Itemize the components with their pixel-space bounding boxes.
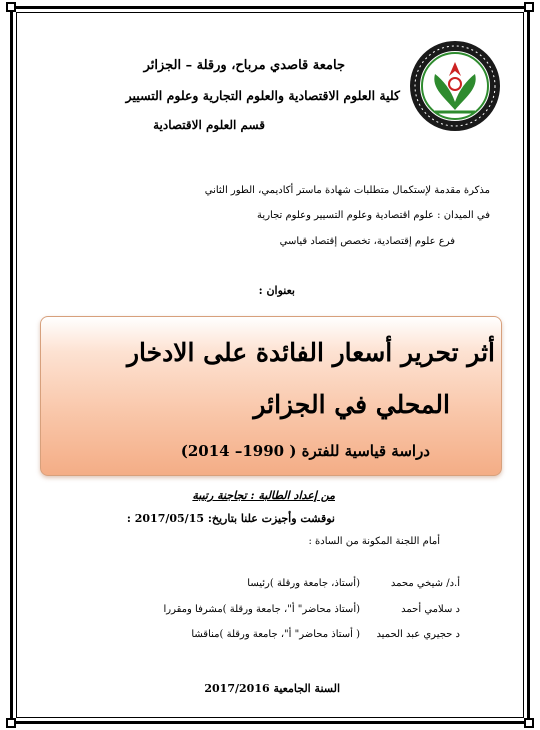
thesis-title-line-1: أثر تحرير أسعار الفائدة على الادخار xyxy=(126,338,495,367)
corner-ornament xyxy=(6,718,16,728)
committee-member-name: د حجيري عبد الحميد xyxy=(376,629,460,640)
university-emblem-icon xyxy=(405,40,505,132)
committee-intro: أمام اللجنة المكونة من السادة : xyxy=(308,536,440,547)
committee-member-name: أ.د/ شيخي محمد xyxy=(390,578,460,589)
memo-field: في الميدان : علوم اقتصادية وعلوم التسيير وعلوم تجارية xyxy=(257,210,490,221)
title-label: بعنوان : xyxy=(258,284,295,297)
prepared-by: من إعداد الطالبة : تجاجنة رتيبة xyxy=(192,489,335,502)
university-name: جامعة قاصدي مرباح، ورقلة – الجزائر xyxy=(143,58,345,73)
committee-member-name: د سلامي أحمد xyxy=(401,604,460,615)
committee-member-role: (أستاذ محاضر" أ"، جامعة ورقلة )مشرفا ومقررا xyxy=(163,604,360,615)
committee-member-role: ( أستاذ محاضر" أ"، جامعة ورقلة )مناقشا xyxy=(191,629,360,640)
memo-branch: فرع علوم إقتصادية، تخصص إقتصاد قياسي xyxy=(279,236,455,247)
academic-year: السنة الجامعية 2017/2016 xyxy=(204,682,340,695)
committee-member-role: (أستاذ، جامعة ورقلة )رئيسا xyxy=(247,578,360,589)
corner-ornament xyxy=(524,2,534,12)
corner-ornament xyxy=(6,2,16,12)
thesis-subtitle: دراسة قياسية للفترة ( 1990– 2014) xyxy=(180,442,430,460)
faculty-name: كلية العلوم الاقتصادية والعلوم التجارية وعلوم التسيير xyxy=(125,88,400,103)
memo-description: مذكرة مقدمة لإستكمال متطلبات شهادة ماستر أكاديمي، الطور الثاني xyxy=(204,185,490,196)
department-name: قسم العلوم الاقتصادية xyxy=(153,118,265,132)
thesis-title-line-2: المحلي في الجزائر xyxy=(253,390,450,419)
defense-date: نوقشت وأجيزت علنا بتاريخ: 2017/05/15 : xyxy=(126,512,335,525)
corner-ornament xyxy=(524,718,534,728)
